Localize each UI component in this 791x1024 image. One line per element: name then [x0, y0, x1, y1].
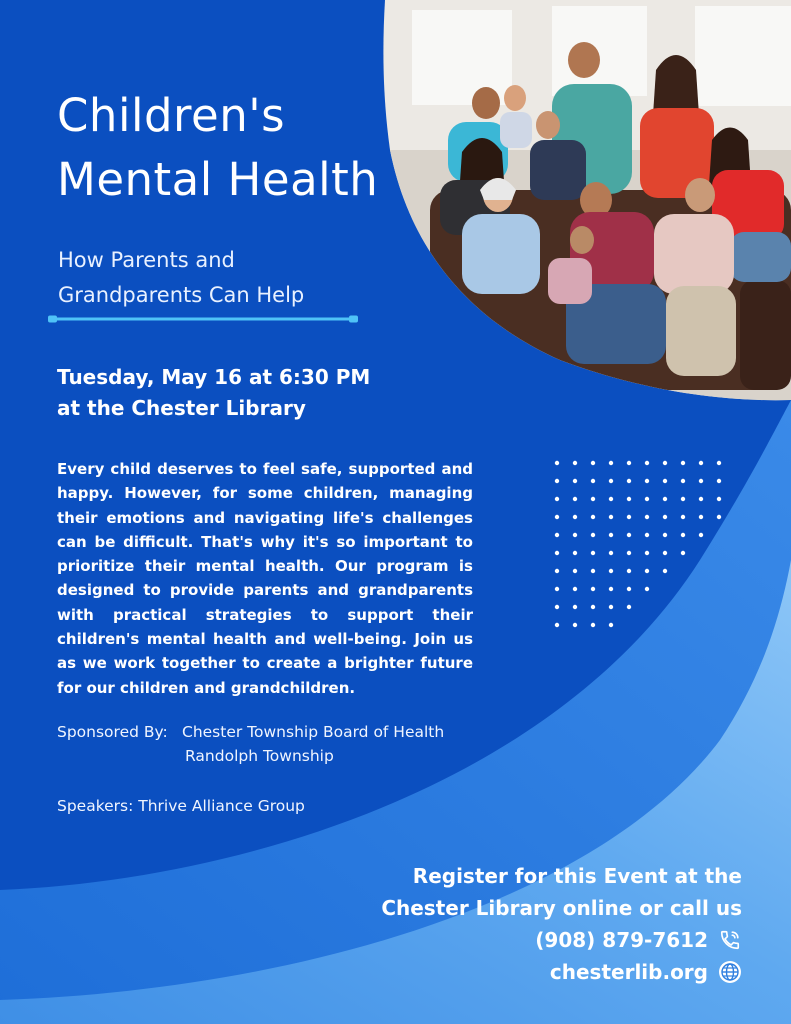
decorative-divider — [48, 315, 358, 323]
decorative-dot — [591, 461, 595, 465]
title-line-2: Mental Health — [57, 153, 379, 206]
decorative-dot — [699, 479, 703, 483]
decorative-dot — [717, 497, 721, 501]
decorative-dot — [681, 479, 685, 483]
speakers-line: Speakers: Thrive Alliance Group — [57, 797, 305, 815]
title-line-1: Children's — [57, 89, 286, 142]
dot-pattern — [553, 459, 733, 639]
decorative-dot — [555, 533, 559, 537]
decorative-dot — [627, 497, 631, 501]
decorative-dot — [609, 551, 613, 555]
decorative-dot — [591, 497, 595, 501]
sponsor-item: Randolph Township — [185, 747, 334, 765]
decorative-dot — [717, 479, 721, 483]
decorative-dot — [627, 587, 631, 591]
decorative-dot — [681, 497, 685, 501]
decorative-dot — [555, 479, 559, 483]
decorative-dot — [573, 569, 577, 573]
decorative-dot — [573, 551, 577, 555]
decorative-dot — [609, 515, 613, 519]
decorative-dot — [681, 551, 685, 555]
event-subtitle — [58, 243, 378, 313]
decorative-dot — [591, 623, 595, 627]
decorative-dot — [609, 461, 613, 465]
decorative-dot — [645, 461, 649, 465]
register-line-1: Register for this Event at the — [412, 864, 742, 888]
decorative-dot — [591, 515, 595, 519]
register-block — [342, 860, 742, 988]
decorative-dot — [573, 623, 577, 627]
decorative-dot — [681, 461, 685, 465]
decorative-dot — [573, 587, 577, 591]
website-row[interactable] — [342, 956, 742, 988]
event-location: at the Chester Library — [57, 396, 306, 420]
decorative-dot — [555, 515, 559, 519]
decorative-dot — [555, 623, 559, 627]
decorative-dot — [591, 605, 595, 609]
phone-icon — [718, 928, 742, 952]
decorative-dot — [555, 497, 559, 501]
phone-number[interactable]: (908) 879-7612 — [535, 928, 708, 952]
decorative-dot — [591, 569, 595, 573]
decorative-dot — [555, 551, 559, 555]
website-link[interactable]: chesterlib.org — [549, 960, 708, 984]
decorative-dot — [645, 515, 649, 519]
sponsors-block — [57, 720, 497, 768]
decorative-dot — [573, 605, 577, 609]
subtitle-line-2: Grandparents Can Help — [58, 283, 305, 307]
decorative-dot — [627, 461, 631, 465]
decorative-dot — [627, 533, 631, 537]
decorative-dot — [627, 479, 631, 483]
decorative-dot — [609, 533, 613, 537]
decorative-dot — [717, 461, 721, 465]
decorative-dot — [663, 551, 667, 555]
decorative-dot — [555, 605, 559, 609]
decorative-dot — [699, 461, 703, 465]
decorative-dot — [609, 605, 613, 609]
decorative-dot — [699, 533, 703, 537]
decorative-dot — [681, 533, 685, 537]
decorative-dot — [699, 497, 703, 501]
decorative-dot — [717, 515, 721, 519]
decorative-dot — [645, 533, 649, 537]
globe-icon — [718, 960, 742, 984]
decorative-dot — [573, 533, 577, 537]
phone-row[interactable] — [342, 924, 742, 956]
decorative-dot — [663, 461, 667, 465]
register-line-2: Chester Library online or call us — [381, 896, 742, 920]
decorative-dot — [627, 605, 631, 609]
decorative-dot — [645, 551, 649, 555]
decorative-dot — [663, 515, 667, 519]
decorative-dot — [555, 587, 559, 591]
decorative-dot — [681, 515, 685, 519]
decorative-dot — [645, 587, 649, 591]
decorative-dot — [663, 479, 667, 483]
decorative-dot — [591, 551, 595, 555]
event-datetime — [57, 362, 457, 424]
decorative-dot — [573, 497, 577, 501]
subtitle-line-1: How Parents and — [58, 248, 235, 272]
decorative-dot — [609, 569, 613, 573]
decorative-dot — [663, 569, 667, 573]
decorative-dot — [609, 587, 613, 591]
decorative-dot — [627, 515, 631, 519]
decorative-dot — [645, 569, 649, 573]
decorative-dot — [627, 569, 631, 573]
decorative-dot — [573, 515, 577, 519]
decorative-dot — [663, 497, 667, 501]
decorative-dot — [555, 461, 559, 465]
decorative-dot — [573, 461, 577, 465]
sponsors-label: Sponsored By: — [57, 723, 168, 741]
decorative-dot — [645, 479, 649, 483]
event-title — [57, 84, 397, 212]
decorative-dot — [609, 623, 613, 627]
decorative-dot — [609, 497, 613, 501]
decorative-dot — [663, 533, 667, 537]
decorative-dot — [627, 551, 631, 555]
decorative-dot — [699, 515, 703, 519]
decorative-dot — [555, 569, 559, 573]
decorative-dot — [573, 479, 577, 483]
decorative-dot — [645, 497, 649, 501]
decorative-dot — [591, 533, 595, 537]
event-description: Every child deserves to feel safe, supported and happy. However, for some children, managing their emotions and navigating life's challenges can be difficult. That's why it's so important to prioritize their mental health. Our program is designed to provide parents and grandparents with practical strategies to support their children's mental health and well-being. Join us as we work together to create a brighter future for our children and grandchildren. — [57, 460, 473, 697]
decorative-dot — [591, 587, 595, 591]
event-date: Tuesday, May 16 at 6:30 PM — [57, 365, 371, 389]
sponsor-item: Chester Township Board of Health — [182, 723, 445, 741]
decorative-dot — [591, 479, 595, 483]
decorative-dot — [609, 479, 613, 483]
